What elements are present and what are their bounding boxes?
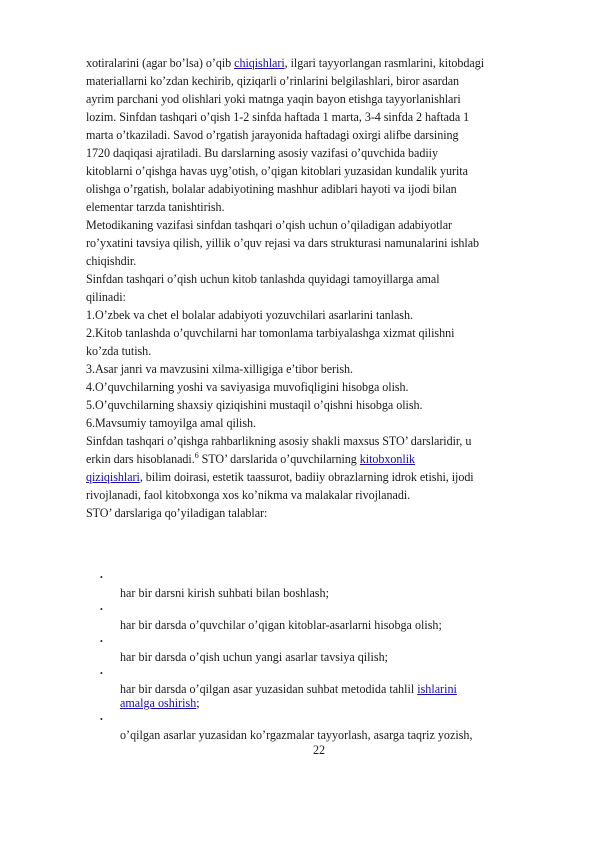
text-span: , ilgari tayyorlangan rasmlarini, kitobdagi [284, 56, 484, 70]
text-line: kitoblarni o’qishga havas uyg’otish, o’qigan kitoblari yuzasidan kundalik yurita [86, 164, 468, 178]
list-item: 1.O’zbek va chet el bolalar adabiyoti yozuvchilari asarlarini tanlash. [86, 308, 413, 322]
text-line: ko’zda tutish. [86, 344, 152, 358]
text-line: Sinfdan tashqari o’qish uchun kitob tanlashda quyidagi tamoyillarga amal [86, 272, 440, 286]
bullet-icon: • [100, 637, 103, 646]
link-kitobxonlik[interactable]: kitobxonlik [359, 452, 415, 466]
bullet-icon: • [100, 573, 103, 582]
bullet-item [120, 682, 457, 696]
text-span: har bir darsda o’qilgan asar yuzasidan suhbat metodida tahlil [120, 682, 418, 696]
bullet-item: har bir darsni kirish suhbati bilan boshlash; [120, 586, 329, 600]
link-amalga-oshirish[interactable]: amalga oshirish [120, 696, 197, 710]
text-line: STO’ darslariga qo’yiladigan talablar: [86, 506, 268, 520]
text-line: marta o’tkaziladi. Savod o’rgatish jarayonida haftadagi oxirgi alifbe darsining [86, 128, 459, 142]
page-number: 22 [312, 743, 326, 757]
list-item: 3.Asar janri va mavzusini xilma-xilligiga e’tibor berish. [86, 362, 353, 376]
text-line: chiqishdir. [86, 254, 137, 268]
bullet-icon: • [100, 669, 103, 678]
list-item: 6.Mavsumiy tamoyilga amal qilish. [86, 416, 256, 430]
bullet-item: o’qilgan asarlar yuzasidan ko’rgazmalar tayyorlash, asarga taqriz yozish, [120, 728, 473, 742]
list-item: 4.O’quvchilarning yoshi va saviyasiga muvofiqligini hisobga olish. [86, 380, 409, 394]
text-line [86, 56, 484, 70]
bullet-icon: • [100, 605, 103, 614]
text-line: ro’yxatini tavsiya qilish, yillik o’quv rejasi va dars strukturasi namunalarini ishlab [86, 236, 480, 250]
text-line: ayrim parchani yod olishlari yoki matnga yaqin bayon etishga tayyorlanishlari [86, 92, 461, 106]
footnote-ref[interactable]: 6 [194, 450, 199, 460]
text-span: , bilim doirasi, estetik taassurot, badiiy obrazlarning idrok etishi, ijodi [139, 470, 474, 484]
text-line: Sinfdan tashqari o’qishga rahbarlikning asosiy shakli maxsus STO’ darslaridir, u [86, 434, 472, 448]
bullet-icon: • [100, 715, 103, 724]
text-line: lozim. Sinfdan tashqari o’qish 1-2 sinfda haftada 1 marta, 3-4 sinfda 2 haftada 1 [86, 110, 470, 124]
bullet-item: har bir darsda o’qish uchun yangi asarlar tavsiya qilish; [120, 650, 389, 664]
bullet-item: har bir darsda o’quvchilar o’qigan kitoblar-asarlarni hisobga olish; [120, 618, 442, 632]
bullet-item-continuation [120, 696, 200, 710]
text-line [86, 452, 415, 466]
text-line: 1720 daqiqasi ajratiladi. Bu darslarning asosiy vazifasi o’quvchida badiiy [86, 146, 438, 160]
text-line [86, 470, 474, 484]
link-qiziqishlari[interactable]: qiziqishlari [86, 470, 140, 484]
text-span: xotiralarini (agar bo’lsa) o’qib [86, 56, 235, 70]
text-span: STO’ darslarida o’quvchilarning [198, 452, 360, 466]
text-line: Metodikaning vazifasi sinfdan tashqari o’qish uchun o’qiladigan adabiyotlar [86, 218, 453, 232]
list-item: 5.O’quvchilarning shaxsiy qiziqishini mustaqil o’qishni hisobga olish. [86, 398, 423, 412]
list-item: 2.Kitob tanlashda o’quvchilarni har tomonlama tarbiyalashga xizmat qilishni [86, 326, 455, 340]
text-line: olishga o’rgatish, bolalar adabiyotining mashhur adiblari hayoti va ijodi bilan [86, 182, 457, 196]
text-span: erkin dars hisoblanadi. [86, 452, 195, 466]
text-line: rivojlanadi, faol kitobxonga xos ko’nikma va malakalar rivojlanadi. [86, 488, 411, 502]
link-ishlarini[interactable]: ishlarini [417, 682, 457, 696]
text-line: qilinadi: [86, 290, 126, 304]
link-chiqishlari[interactable]: chiqishlari [234, 56, 285, 70]
text-line: elementar tarzda tanishtirish. [86, 200, 225, 214]
text-line: materiallarni ko’zdan kechirib, qiziqarli o’rinlarini belgilashlari, biror asardan [86, 74, 460, 88]
text-span: ; [196, 696, 200, 710]
